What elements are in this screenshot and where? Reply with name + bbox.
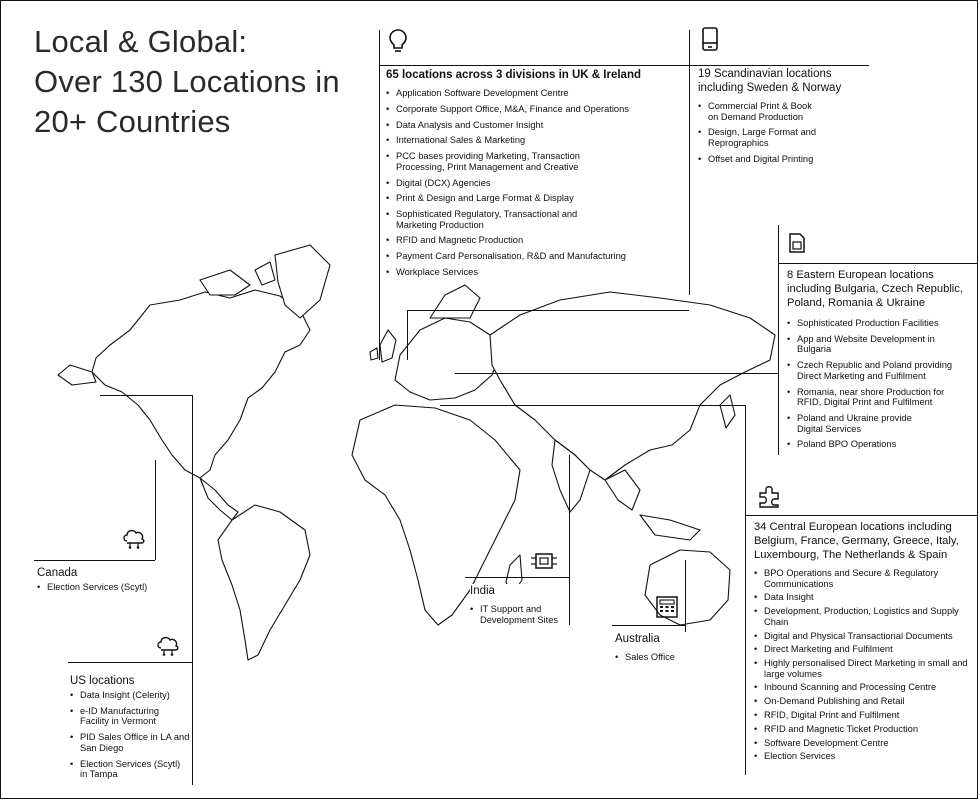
title-line-1: Local & Global:	[34, 24, 248, 59]
uk-connector	[379, 65, 380, 360]
asia-outline	[490, 292, 775, 480]
alaska-outline	[58, 365, 96, 385]
list-item: • IT Support and Development Sites	[470, 604, 568, 625]
list-item: • RFID and Magnetic Ticket Production	[754, 724, 972, 735]
japan-outline	[720, 395, 735, 428]
device-icon	[700, 26, 720, 52]
list-item: • Digital (DCX) Agencies	[386, 178, 686, 189]
list-item: • PID Sales Office in LA and San Diego	[70, 732, 190, 753]
list-item: • Data Insight	[754, 592, 972, 603]
list-item: • Election Services	[754, 751, 972, 762]
list-item: • Digital and Physical Transactional Documents	[754, 631, 972, 642]
list-item: • BPO Operations and Secure & Regulatory Communications	[754, 568, 972, 589]
central-europe-panel	[754, 520, 972, 762]
australia-panel	[615, 632, 695, 668]
uk-ireland-list	[386, 88, 686, 278]
australia-list	[615, 652, 695, 663]
uk-connector-top	[379, 30, 380, 65]
title-line-2: Over 130 Locations in	[34, 64, 340, 99]
list-item: • Inbound Scanning and Processing Centre	[754, 682, 972, 693]
canada-heading: Canada	[37, 567, 78, 579]
list-item: • Commercial Print & Book on Demand Production	[698, 101, 823, 122]
us-list	[70, 690, 190, 780]
list-item: • Highly personalised Direct Marketing in small and large volumes	[754, 658, 972, 679]
us-map-line	[100, 395, 192, 396]
list-item: • App and Website Development in Bulgaria	[787, 334, 967, 355]
us-connector	[192, 395, 193, 785]
uk-ireland-panel	[386, 68, 686, 283]
scandinavia-list	[698, 101, 878, 164]
list-item: • Sales Office	[615, 652, 695, 663]
arctic-islands-outline	[200, 262, 275, 295]
southeast-asia-outline	[605, 470, 700, 540]
list-item: • RFID and Magnetic Production	[386, 235, 686, 246]
scandinavia-connector-top	[689, 30, 690, 65]
list-item: • Data Analysis and Customer Insight	[386, 120, 686, 131]
list-item: • PCC bases providing Marketing, Transaction Processing, Print Management and Creative	[386, 151, 606, 172]
uk-outline	[370, 330, 396, 362]
australia-heading: Australia	[615, 633, 660, 645]
eastern-europe-list	[787, 318, 967, 450]
list-item: • Development, Production, Logistics and Supply Chain	[754, 606, 972, 627]
list-item: • Print & Design and Large Format & Display	[386, 193, 686, 204]
list-item: • Election Services (Scytl)	[37, 582, 167, 593]
scandinavia-panel	[698, 67, 878, 170]
list-item: • Czech Republic and Poland providing Direct Marketing and Fulfilment	[787, 360, 967, 381]
eastern-panel-topline	[778, 263, 978, 264]
list-item: • On-Demand Publishing and Retail	[754, 696, 972, 707]
europe-outline	[395, 318, 500, 400]
us-panel-topline	[68, 662, 192, 663]
sim-card-icon	[788, 232, 806, 254]
scandinavia-outline	[430, 285, 480, 318]
india-list	[470, 604, 568, 625]
central-europe-list	[754, 568, 972, 762]
india-panel-topline	[465, 577, 569, 578]
canada-cloud-network-icon	[121, 527, 147, 549]
scandinavia-panel-topline	[689, 65, 869, 66]
chip-icon	[530, 550, 558, 572]
list-item: • Election Services (Scytl) in Tampa	[70, 759, 190, 780]
uk-panel-topline	[379, 65, 689, 66]
us-cloud-network-icon	[155, 634, 181, 656]
scandinavia-heading: 19 Scandinavian locations including Sweden & Norway	[698, 68, 842, 94]
india-connector	[569, 455, 570, 625]
list-item: • Romania, near shore Production for RFID, Digital Print and Fulfilment	[787, 387, 967, 408]
central-connector	[745, 405, 746, 775]
india-panel	[470, 584, 568, 630]
list-item: • Payment Card Personalisation, R&D and Manufacturing	[386, 251, 686, 262]
uk-connector-down	[407, 310, 408, 360]
list-item: • Offset and Digital Printing	[698, 154, 878, 165]
eastern-europe-heading: 8 Eastern European locations including Bulgaria, Czech Republic, Poland, Romania & Ukraine	[787, 269, 963, 309]
puzzle-icon	[756, 485, 782, 509]
central-to-map-line	[440, 405, 745, 406]
eastern-to-map-line	[455, 373, 778, 374]
australia-panel-topline	[612, 625, 685, 626]
list-item: • Sophisticated Regulatory, Transactional and Marketing Production	[386, 209, 606, 230]
canada-panel	[37, 566, 167, 598]
calculator-icon	[655, 595, 679, 619]
list-item: • Data Insight (Celerity)	[70, 690, 190, 701]
canada-list	[37, 582, 167, 593]
list-item: • Workplace Services	[386, 267, 686, 278]
us-panel	[70, 674, 190, 785]
north-america-outline	[92, 290, 310, 478]
list-item: • International Sales & Marketing	[386, 135, 686, 146]
us-heading: US locations	[70, 675, 135, 687]
uk-ireland-heading: 65 locations across 3 divisions in UK & Ireland	[386, 69, 641, 81]
list-item: • Application Software Development Centre	[386, 88, 686, 99]
eastern-europe-panel	[787, 268, 967, 455]
lightbulb-icon	[388, 28, 408, 54]
central-europe-heading: 34 Central European locations including Belgium, France, Germany, Greece, Italy, Luxembourg, The Netherlands & Spain	[754, 521, 959, 561]
list-item: • Poland BPO Operations	[787, 439, 967, 450]
eastern-connector	[778, 225, 779, 455]
uk-bottom-line	[407, 310, 689, 311]
canada-connector	[155, 460, 156, 560]
list-item: • RFID, Digital Print and Fulfilment	[754, 710, 972, 721]
list-item: • Software Development Centre	[754, 738, 972, 749]
list-item: • Poland and Ukraine provide Digital Services	[787, 413, 927, 434]
india-heading: India	[470, 585, 495, 597]
list-item: • e-ID Manufacturing Facility in Vermont	[70, 706, 190, 727]
list-item: • Corporate Support Office, M&A, Finance and Operations	[386, 104, 686, 115]
scandinavia-connector	[689, 65, 690, 295]
central-america-outline	[200, 478, 238, 520]
list-item: • Sophisticated Production Facilities	[787, 318, 967, 329]
canada-panel-topline	[34, 560, 155, 561]
list-item: • Design, Large Format and Reprographics	[698, 127, 823, 148]
title-line-3: 20+ Countries	[34, 104, 231, 139]
list-item: • Direct Marketing and Fulfilment	[754, 644, 972, 655]
central-panel-topline	[745, 515, 978, 516]
south-america-outline	[218, 505, 310, 660]
